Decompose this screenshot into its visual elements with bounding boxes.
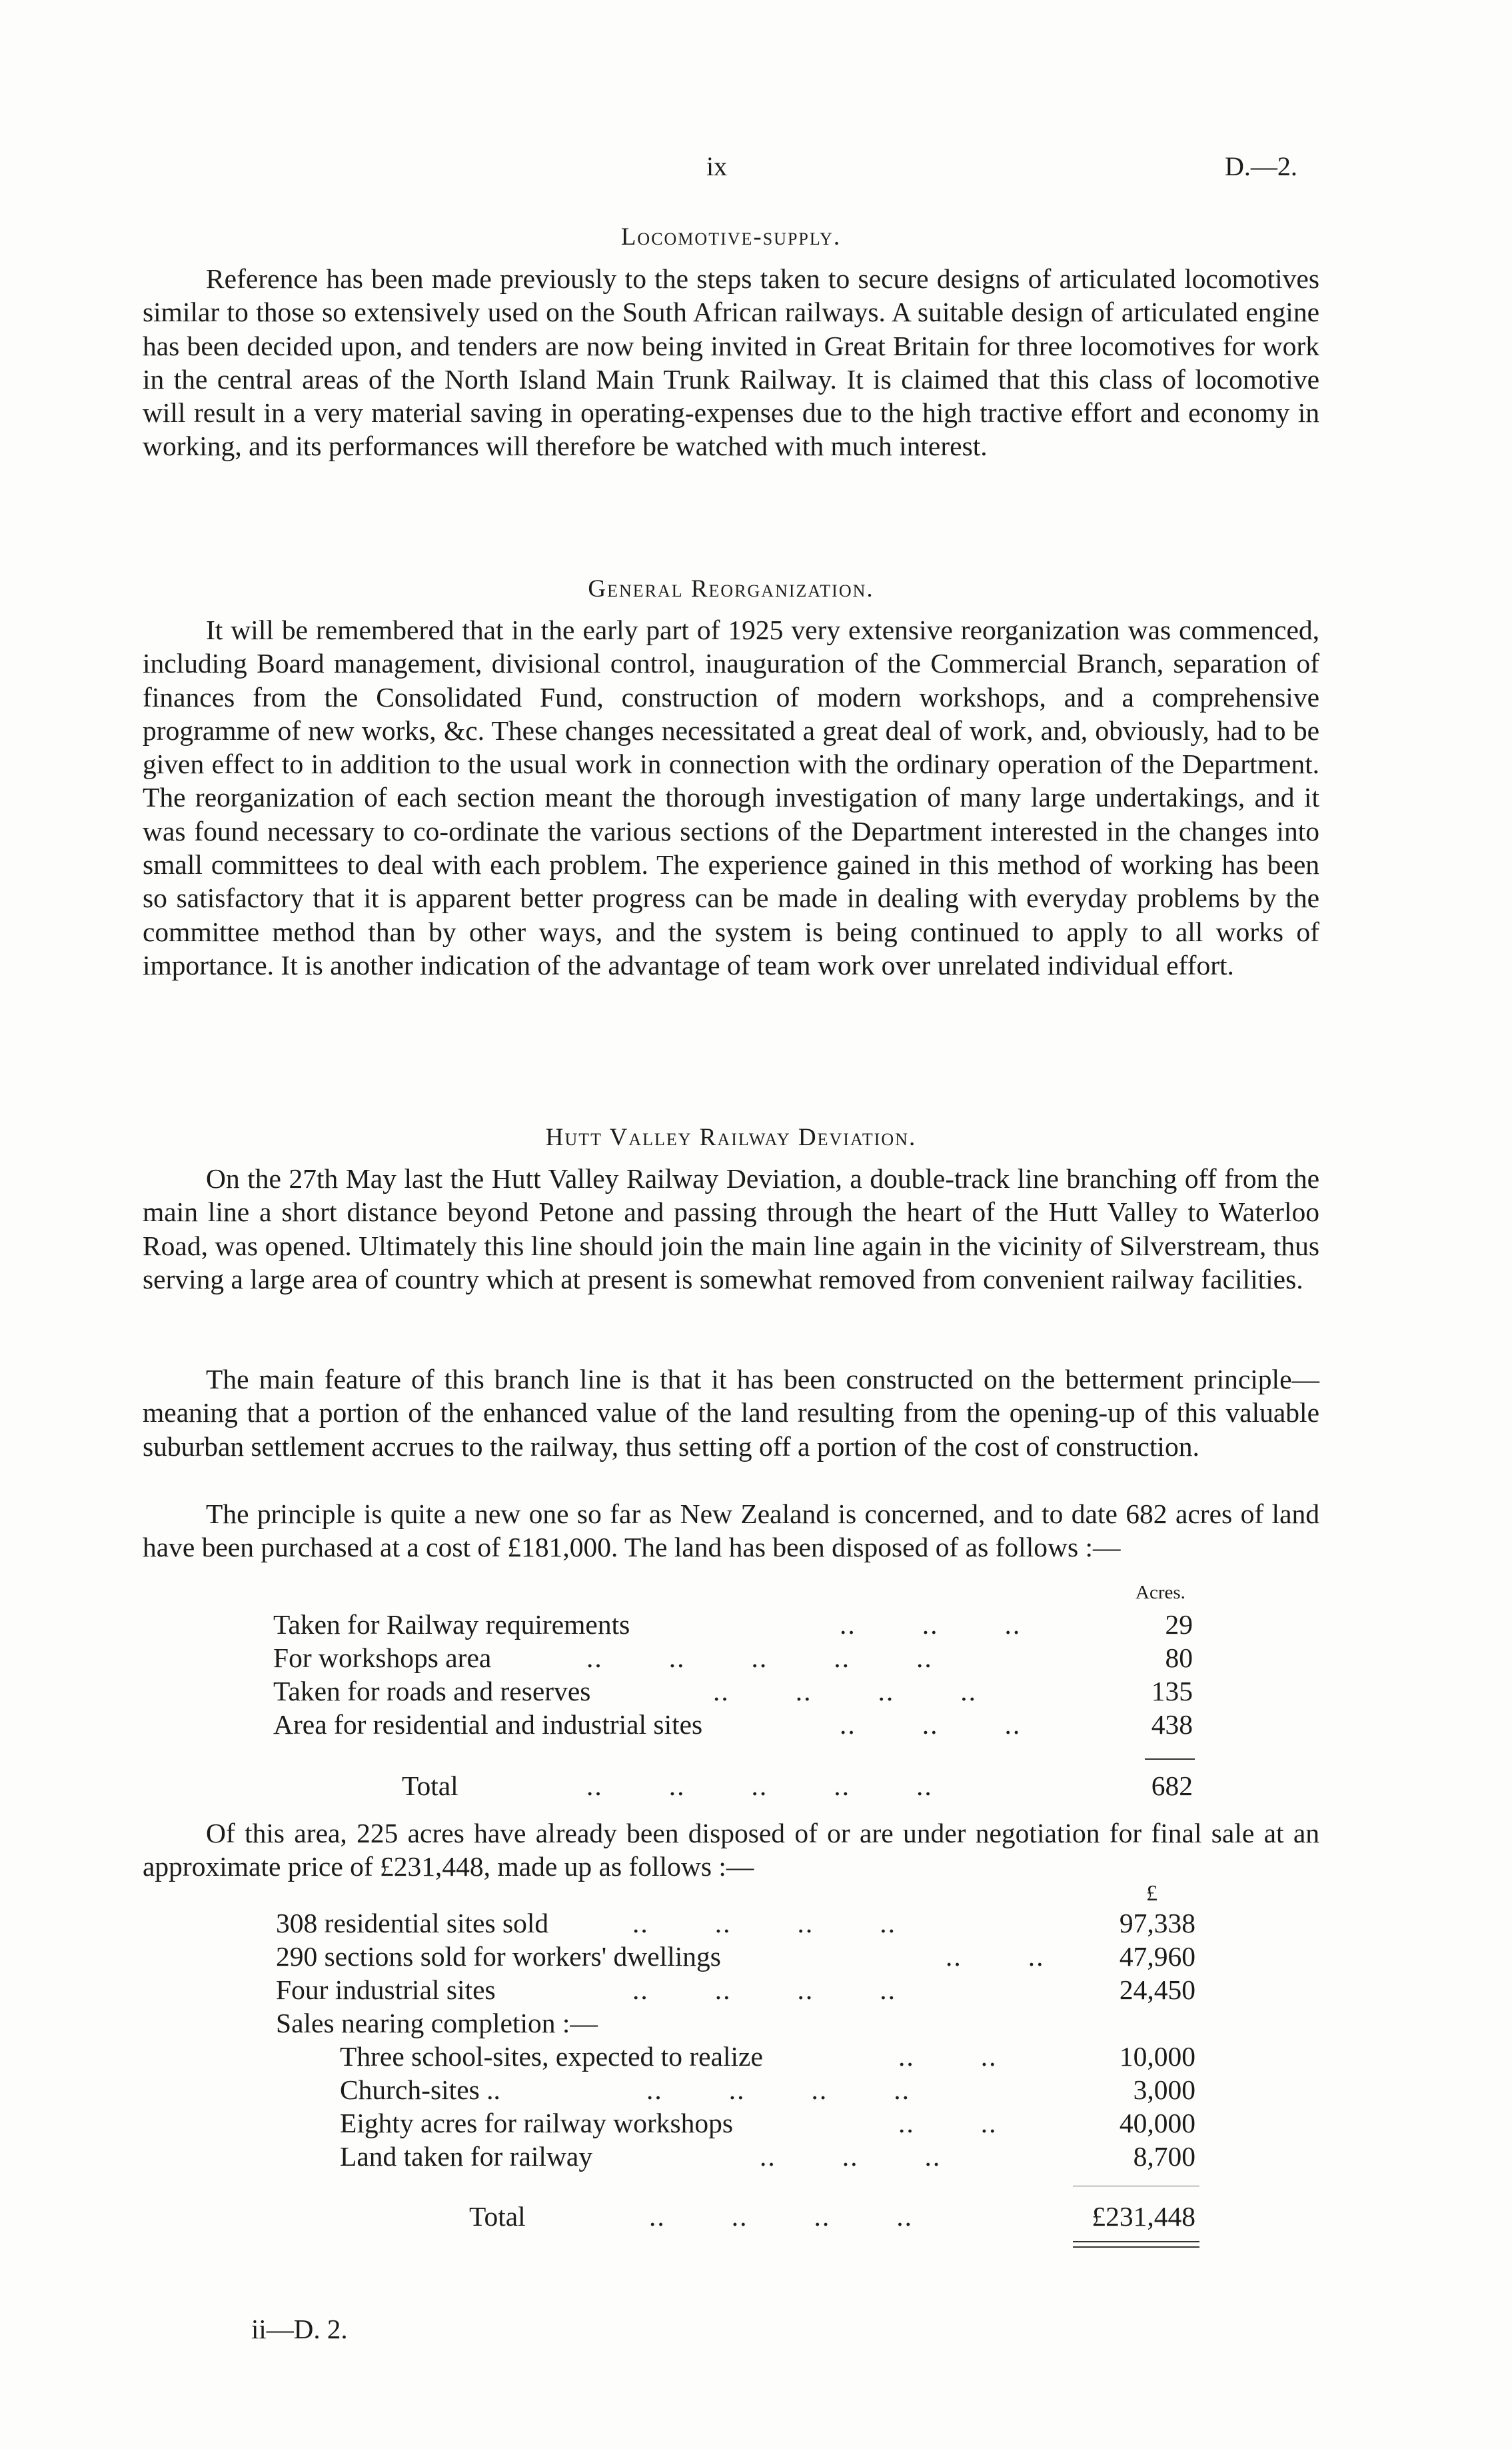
page-header xyxy=(0,151,1512,191)
sales-sub-row xyxy=(340,2106,1209,2140)
pounds-column-header: £ xyxy=(1146,1881,1157,1906)
acres-row xyxy=(273,1641,1206,1674)
leader-dots: .. .. .. .. xyxy=(646,2074,910,2105)
leader-dots: .. .. .. xyxy=(760,2141,942,2172)
acres-row-label: Taken for roads and reserves xyxy=(273,1676,591,1706)
sales-row xyxy=(276,1940,1209,1973)
sales-sub-row xyxy=(340,2073,1209,2106)
document-reference: D.—2. xyxy=(1225,151,1297,181)
sales-sub-row-label: Eighty acres for railway workshops xyxy=(340,2108,734,2138)
sales-total-label: Total xyxy=(469,2201,526,2232)
acres-total-value: 682 xyxy=(1151,1770,1193,1801)
sales-row-value: 97,338 xyxy=(1119,1908,1195,1938)
heading-hutt-valley-deviation: Hutt Valley Railway Deviation. xyxy=(545,1124,917,1151)
heading-locomotive-supply: Locomotive-supply. xyxy=(620,223,842,251)
sales-total-row xyxy=(276,2200,1209,2233)
leader-dots: .. .. xyxy=(898,2108,998,2138)
leader-dots: .. .. .. xyxy=(840,1709,1022,1740)
acres-row xyxy=(273,1708,1206,1741)
sales-sub-row-value: 3,000 xyxy=(1133,2074,1195,2105)
signature-mark: ii—D. 2. xyxy=(251,2314,348,2344)
sales-double-rule-bottom xyxy=(1073,2246,1199,2248)
sales-row-label: 308 residential sites sold xyxy=(276,1908,549,1938)
sales-sub-row-label: Three school-sites, expected to realize xyxy=(340,2041,763,2072)
sales-sub-row-label: Church-sites .. xyxy=(340,2074,500,2105)
sales-sub-row-value: 8,700 xyxy=(1133,2141,1195,2172)
leader-dots: .. .. .. .. .. xyxy=(586,1770,933,1801)
sales-row xyxy=(276,2006,1209,2040)
sales-row-label: Four industrial sites xyxy=(276,1974,496,2005)
acres-column-header: Acres. xyxy=(1135,1582,1185,1603)
paragraph-general-reorganization: It will be remembered that in the early part of 1925 very extensive reorganization was commenced, including Board management, divisional control, inauguration of the Commercial Branch, separation of finances from the Consolidated Fund, construction of modern workshops, and a comprehensive programme of new works, &c. These changes necessitated a great deal of work, and, obviously, had to be given effect to in addition to the usual work in connection with the ordinary operation of the Department. The reorganization of each section meant the thorough investigation of many large undertakings, and it was found necessary to co-ordinate the various sections of the Department interested in the changes into small committees to deal with each problem. The experience gained in this method of working has been so satisfactory that it is apparent better progress can be made in dealing with everyday problems by the committee method than by other ways, and the system is being continued to apply to all works of importance. It is another indication of the advantage of team work over unrelated individual effort. xyxy=(143,615,1319,981)
sales-sub-row-value: 40,000 xyxy=(1119,2108,1195,2138)
paragraph-hutt-valley-1: On the 27th May last the Hutt Valley Railway Deviation, a double-track line branching off from the main line a short distance beyond Petone and passing through the heart of the Hutt Valley to Waterloo Road, was opened. Ultimately this line should join the main line again in the vicinity of Silverstream, thus serving a large area of country which at present is somewhat removed from convenient railway facilities. xyxy=(143,1163,1319,1294)
acres-row xyxy=(273,1674,1206,1708)
leader-dots: .. .. .. .. xyxy=(713,1676,977,1706)
page-number: ix xyxy=(706,151,728,181)
sales-sub-row xyxy=(340,2140,1209,2173)
acres-row-label: For workshops area xyxy=(273,1642,492,1673)
sales-double-rule-top xyxy=(1073,2241,1199,2242)
acres-row-value: 29 xyxy=(1165,1609,1193,1640)
sales-row-label: Sales nearing completion :— xyxy=(276,2008,598,2038)
sales-row xyxy=(276,1906,1209,1940)
sales-sub-row-value: 10,000 xyxy=(1119,2041,1195,2072)
leader-dots: .. .. .. .. .. xyxy=(586,1642,933,1673)
leader-dots: .. .. .. xyxy=(840,1609,1022,1640)
acres-total-rule xyxy=(1145,1758,1195,1760)
acres-row-label: Area for residential and industrial sites xyxy=(273,1709,703,1740)
sales-row-label: 290 sections sold for workers' dwellings xyxy=(276,1941,721,1972)
sales-row-value: 24,450 xyxy=(1119,1974,1195,2005)
acres-row xyxy=(273,1608,1206,1641)
sales-sub-row-label: Land taken for railway xyxy=(340,2141,593,2172)
sales-row-value: 47,960 xyxy=(1119,1941,1195,1972)
leader-dots: .. .. xyxy=(898,2041,998,2072)
paragraph-sales: Of this area, 225 acres have already been disposed of or are under negotiation for final sale at an approximate price of £231,448, made up as follows :— xyxy=(143,1818,1319,1882)
heading-general-reorganization: General Reorganization. xyxy=(588,575,874,603)
paragraph-hutt-valley-3: The principle is quite a new one so far as New Zealand is concerned, and to date 682 acres of land have been purchased at a cost of £181,000. The land has been disposed of as follows :— xyxy=(143,1498,1319,1563)
leader-dots: .. .. xyxy=(946,1941,1045,1972)
leader-dots: .. .. .. .. xyxy=(649,2201,913,2232)
leader-dots: .. .. .. .. xyxy=(632,1974,896,2005)
acres-total-row xyxy=(273,1769,1206,1802)
sales-sub-row xyxy=(340,2040,1209,2073)
sales-total-value: £231,448 xyxy=(1092,2201,1195,2232)
sales-row xyxy=(276,1973,1209,2006)
acres-row-label: Taken for Railway requirements xyxy=(273,1609,630,1640)
leader-dots: .. .. .. .. xyxy=(632,1908,896,1938)
paragraph-hutt-valley-2: The main feature of this branch line is that it has been constructed on the betterment principle—meaning that a portion of the enhanced value of the land resulting from the opening-up of this valuable suburban settlement accrues to the railway, thus setting off a portion of the cost of construction. xyxy=(143,1364,1319,1462)
acres-row-value: 80 xyxy=(1165,1642,1193,1673)
acres-total-label: Total xyxy=(402,1770,458,1801)
acres-row-value: 438 xyxy=(1151,1709,1193,1740)
paragraph-locomotive-supply: Reference has been made previously to the steps taken to secure designs of articulated locomotives similar to those so extensively used on the South African railways. A suitable design of articulated engine has been decided upon, and tenders are now being invited in Great Britain for three locomotives for work in the central areas of the North Island Main Trunk Railway. It is claimed that this class of locomotive will result in a very material saving in operating-expenses due to the high tractive effort and economy in working, and its performances will therefore be watched with much interest. xyxy=(143,263,1319,462)
acres-row-value: 135 xyxy=(1151,1676,1193,1706)
